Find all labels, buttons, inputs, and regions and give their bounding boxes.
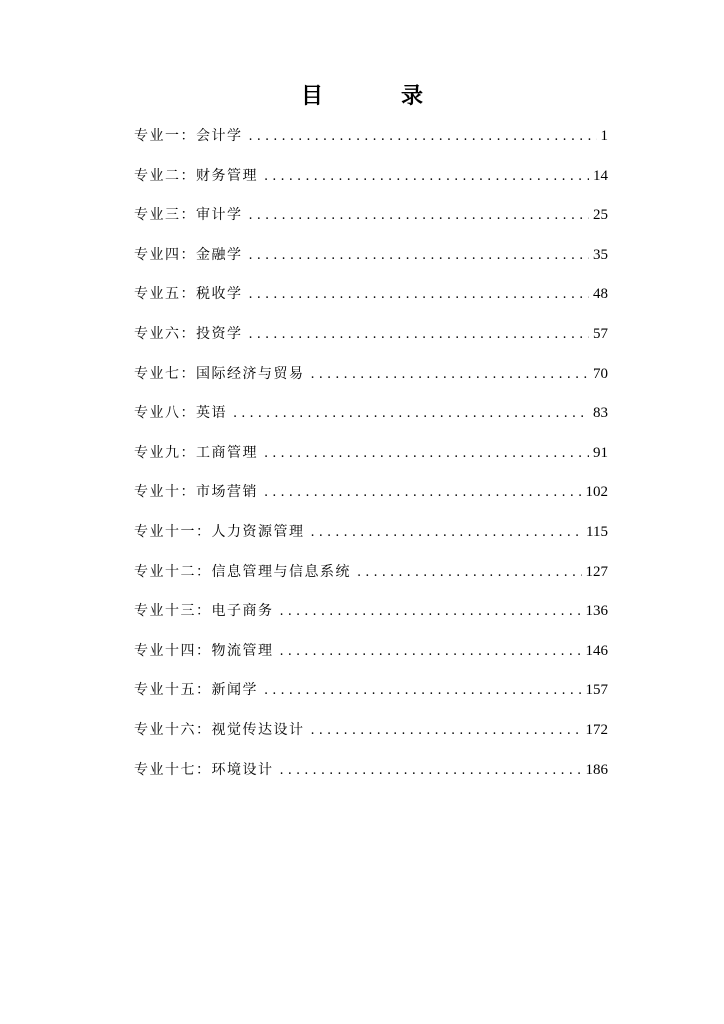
- toc-entry[interactable]: [134, 399, 608, 439]
- toc-entry-page-number: 57: [593, 325, 608, 342]
- toc-entry-label: 专业九：工商管理: [134, 444, 258, 461]
- toc-entry[interactable]: [134, 360, 608, 400]
- toc-entry[interactable]: [134, 280, 608, 320]
- toc-entry-page-number: 14: [593, 167, 608, 184]
- dot-leader: [357, 559, 582, 587]
- toc-entry-label: 专业三：审计学: [134, 207, 243, 224]
- toc-entry-label: 专业十：市场营销: [134, 484, 258, 501]
- toc-entry[interactable]: [134, 558, 608, 598]
- dot-leader: [280, 638, 582, 666]
- dot-leader: [311, 717, 582, 745]
- dot-leader: [249, 123, 597, 151]
- toc-entry-page-number: 115: [586, 523, 608, 540]
- toc-entry-label: 专业二：财务管理: [134, 167, 258, 184]
- toc-entry-label: 专业十七：环境设计: [134, 761, 274, 778]
- toc-entry[interactable]: [134, 320, 608, 360]
- toc-entry-page-number: 48: [593, 286, 608, 303]
- toc-entry-page-number: 157: [585, 682, 608, 699]
- toc-entry-page-number: 186: [585, 761, 608, 778]
- dot-leader: [264, 479, 582, 507]
- toc-entry-label: 专业六：投资学: [134, 325, 243, 342]
- dot-leader: [264, 440, 589, 468]
- toc-entry[interactable]: [134, 597, 608, 637]
- toc-entry-page-number: 172: [585, 721, 608, 738]
- dot-leader: [249, 281, 590, 309]
- toc-entry[interactable]: [134, 676, 608, 716]
- toc-entry[interactable]: [134, 716, 608, 756]
- table-of-contents: [134, 122, 608, 795]
- toc-entry[interactable]: [134, 122, 608, 162]
- dot-leader: [280, 598, 582, 626]
- toc-entry-page-number: 136: [585, 603, 608, 620]
- toc-entry-page-number: 35: [593, 246, 608, 263]
- toc-entry-page-number: 70: [593, 365, 608, 382]
- toc-entry[interactable]: [134, 201, 608, 241]
- toc-entry[interactable]: [134, 162, 608, 202]
- toc-entry-label: 专业一：会计学: [134, 128, 243, 144]
- toc-entry-label: 专业十六：视觉传达设计: [134, 721, 305, 738]
- toc-entry[interactable]: [134, 478, 608, 518]
- dot-leader: [311, 361, 590, 389]
- toc-entry-label: 专业十一：人力资源管理: [134, 523, 305, 540]
- toc-entry-label: 专业十三：电子商务: [134, 603, 274, 620]
- toc-entry-label: 专业四：金融学: [134, 246, 243, 263]
- dot-leader: [311, 519, 583, 547]
- dot-leader: [249, 202, 590, 230]
- toc-entry-page-number: 25: [593, 207, 608, 224]
- dot-leader: [264, 677, 582, 705]
- toc-title: 目 录: [300, 84, 451, 109]
- toc-entry-page-number: 83: [593, 405, 608, 422]
- toc-entry[interactable]: [134, 241, 608, 281]
- toc-entry-label: 专业十五：新闻学: [134, 682, 258, 699]
- toc-entry-label: 专业十二：信息管理与信息系统: [134, 563, 351, 580]
- toc-entry[interactable]: [134, 756, 608, 796]
- dot-leader: [264, 163, 589, 191]
- toc-entry-page-number: 102: [585, 484, 608, 501]
- dot-leader: [233, 400, 589, 428]
- toc-entry-page-number: 1: [600, 128, 608, 144]
- toc-entry-label: 专业七：国际经济与贸易: [134, 365, 305, 382]
- toc-entry-page-number: 127: [585, 563, 608, 580]
- toc-entry-label: 专业五：税收学: [134, 286, 243, 303]
- toc-entry-label: 专业八：英语: [134, 405, 227, 422]
- toc-entry[interactable]: [134, 518, 608, 558]
- toc-entry-page-number: 91: [593, 444, 608, 461]
- dot-leader: [249, 321, 590, 349]
- dot-leader: [249, 242, 590, 270]
- toc-entry[interactable]: [134, 637, 608, 677]
- toc-entry[interactable]: [134, 439, 608, 479]
- dot-leader: [280, 757, 582, 785]
- toc-entry-label: 专业十四：物流管理: [134, 642, 274, 659]
- toc-entry-page-number: 146: [585, 642, 608, 659]
